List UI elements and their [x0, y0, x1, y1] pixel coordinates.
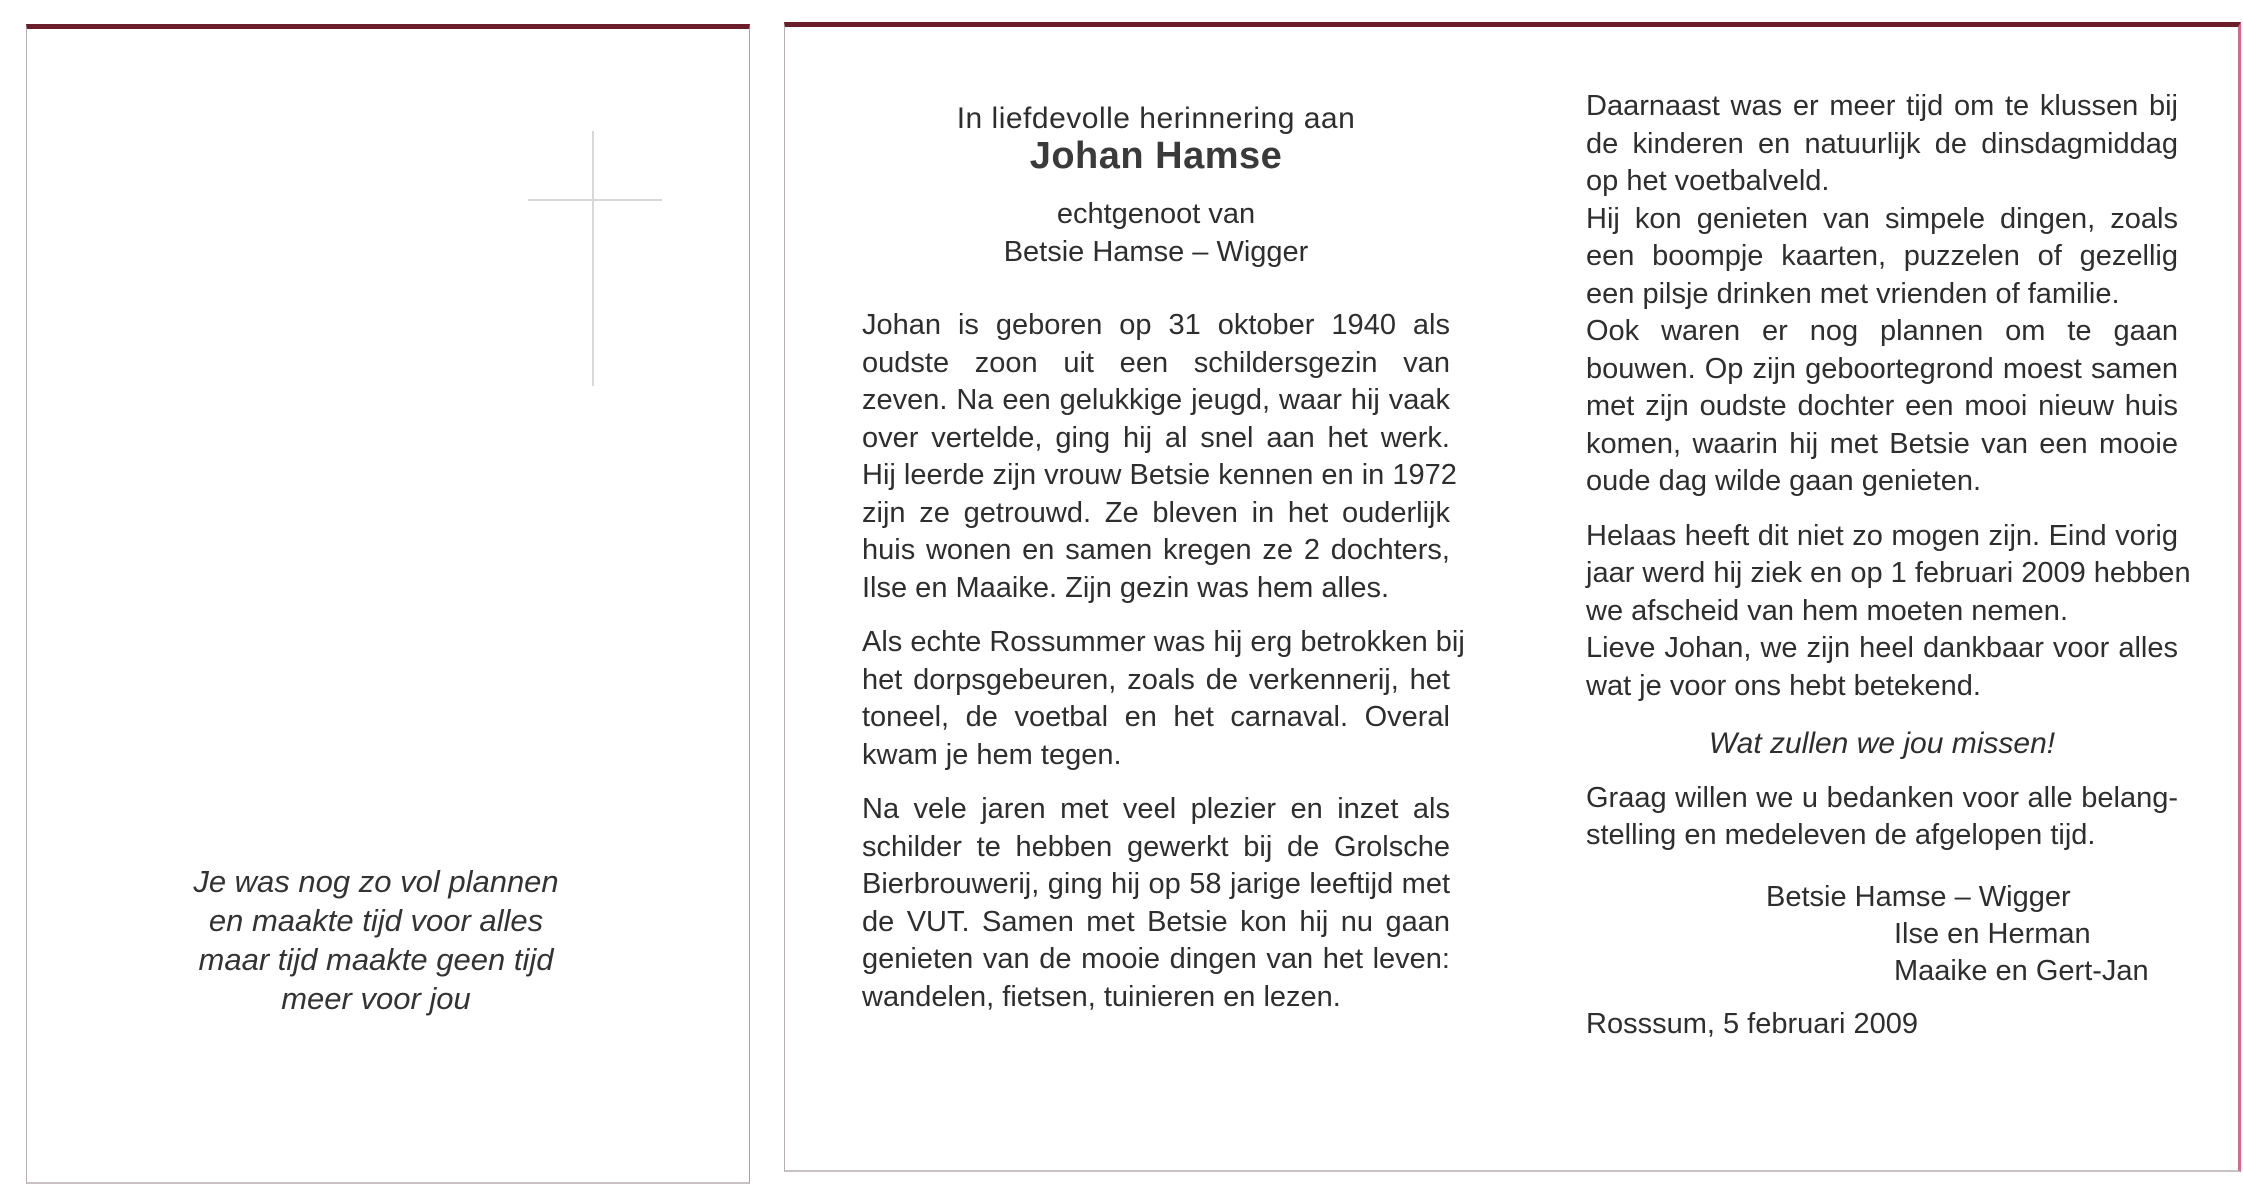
poem-line: meer voor jou [281, 981, 471, 1016]
text-line: een pilsje drinken met vrienden of familie. [1586, 277, 2120, 310]
paragraph-farewell [1586, 518, 2191, 706]
text-line: het dorpsgebeuren, zoals de verkennerij, het [862, 663, 1450, 696]
text-line: Graag willen we u bedanken voor alle belang- [1586, 781, 2178, 814]
text-line: we afscheid van hem moeten nemen. [1586, 594, 2068, 627]
text-line: een boompje kaarten, puzzelen of gezellig [1586, 240, 2178, 272]
poem-line: en maakte tijd voor alles [208, 903, 544, 938]
poem [100, 862, 652, 1018]
text-line: wandelen, fietsen, tuinieren en lezen. [862, 980, 1341, 1013]
text-line: Ook waren er nog plannen om te gaan [1586, 315, 2178, 347]
text-line: schilder te hebben gewerkt bij de Grolsche [862, 830, 1450, 863]
text-line: wat je voor ons hebt betekend. [1586, 669, 1981, 702]
text-line: op het voetbalveld. [1586, 165, 1830, 197]
paragraph-village [862, 624, 1465, 774]
spouse-name: Betsie Hamse – Wigger [1003, 236, 1309, 268]
text-line: oude dag wilde gaan genieten. [1586, 465, 1982, 497]
deceased-name: Johan Hamse [1029, 134, 1283, 177]
spouse-block [862, 195, 1450, 271]
text-line: Helaas heeft dit niet zo mogen zijn. Eind vorig [1586, 519, 2178, 552]
paragraph-hobbies [1586, 88, 2178, 501]
middle-column [862, 100, 1465, 1016]
signers-block [1586, 879, 2178, 990]
text-line: de VUT. Samen met Betsie kon hij nu gaan [862, 905, 1450, 938]
signer-name: Betsie Hamse – Wigger [1766, 880, 2071, 913]
text-line: huis wonen en samen kregen ze 2 dochters, [862, 534, 1450, 566]
signer-name: Maaike en Gert-Jan [1894, 954, 2149, 987]
cross-icon [592, 131, 594, 386]
intro-heading: In liefdevolle herinnering aan [956, 102, 1356, 135]
text-line: kwam je hem tegen. [862, 738, 1122, 771]
right-column [1586, 88, 2191, 1043]
text-line: genieten van de mooie dingen van het leven: [862, 943, 1450, 975]
text-line: Hij kon genieten van simpele dingen, zoals [1586, 202, 2178, 235]
closing-line: Wat zullen we jou missen! [1708, 727, 2056, 760]
text-line: Na vele jaren met veel plezier en inzet als [862, 793, 1450, 825]
poem-line: maar tijd maakte geen tijd [198, 942, 554, 977]
paragraph-thanks [1586, 780, 2178, 855]
place-date: Rosssum, 5 februari 2009 [1586, 1007, 1919, 1040]
text-line: Johan is geboren op 31 oktober 1940 als [862, 309, 1450, 341]
paragraph-birth [862, 307, 1457, 607]
text-line: de kinderen en natuurlijk de dinsdagmiddag [1586, 127, 2178, 160]
text-line: oudste zoon uit een schildersgezin van [862, 346, 1450, 379]
text-line: toneel, de voetbal en het carnaval. Overal [862, 701, 1450, 733]
text-line: zeven. Na een gelukkige jeugd, waar hij vaak [862, 384, 1450, 416]
cross-icon-bar [528, 199, 662, 201]
text-line: Ilse en Maaike. Zijn gezin was hem alles. [862, 571, 1390, 604]
text-line: bouwen. Op zijn geboortegrond moest samen [1586, 352, 2178, 385]
poem-line: Je was nog zo vol plannen [193, 864, 559, 899]
text-line: stelling en medeleven de afgelopen tijd. [1586, 819, 2096, 851]
text-line: Lieve Johan, we zijn heel dankbaar voor alles [1586, 632, 2178, 664]
text-line: Bierbrouwerij, ging hij op 58 jarige leeftijd met [862, 868, 1450, 900]
text-line: zijn ze getrouwd. Ze bleven in het ouderlijk [862, 496, 1450, 529]
text-line: Als echte Rossummer was hij erg betrokken bij [862, 626, 1465, 658]
signer-name: Ilse en Herman [1894, 917, 2091, 950]
text-line: Hij leerde zijn vrouw Betsie kennen en in 1972 [862, 459, 1457, 491]
text-line: over vertelde, ging hij al snel aan het werk. [862, 421, 1450, 454]
text-line: jaar werd hij ziek en op 1 februari 2009 hebben [1586, 557, 2191, 589]
text-line: met zijn oudste dochter een mooi nieuw huis [1586, 390, 2178, 422]
text-line: Daarnaast was er meer tijd om te klussen bij [1586, 90, 2178, 122]
text-line: komen, waarin hij met Betsie van een mooie [1586, 427, 2178, 460]
spouse-label: echtgenoot van [1056, 198, 1256, 230]
paragraph-career [862, 791, 1450, 1016]
